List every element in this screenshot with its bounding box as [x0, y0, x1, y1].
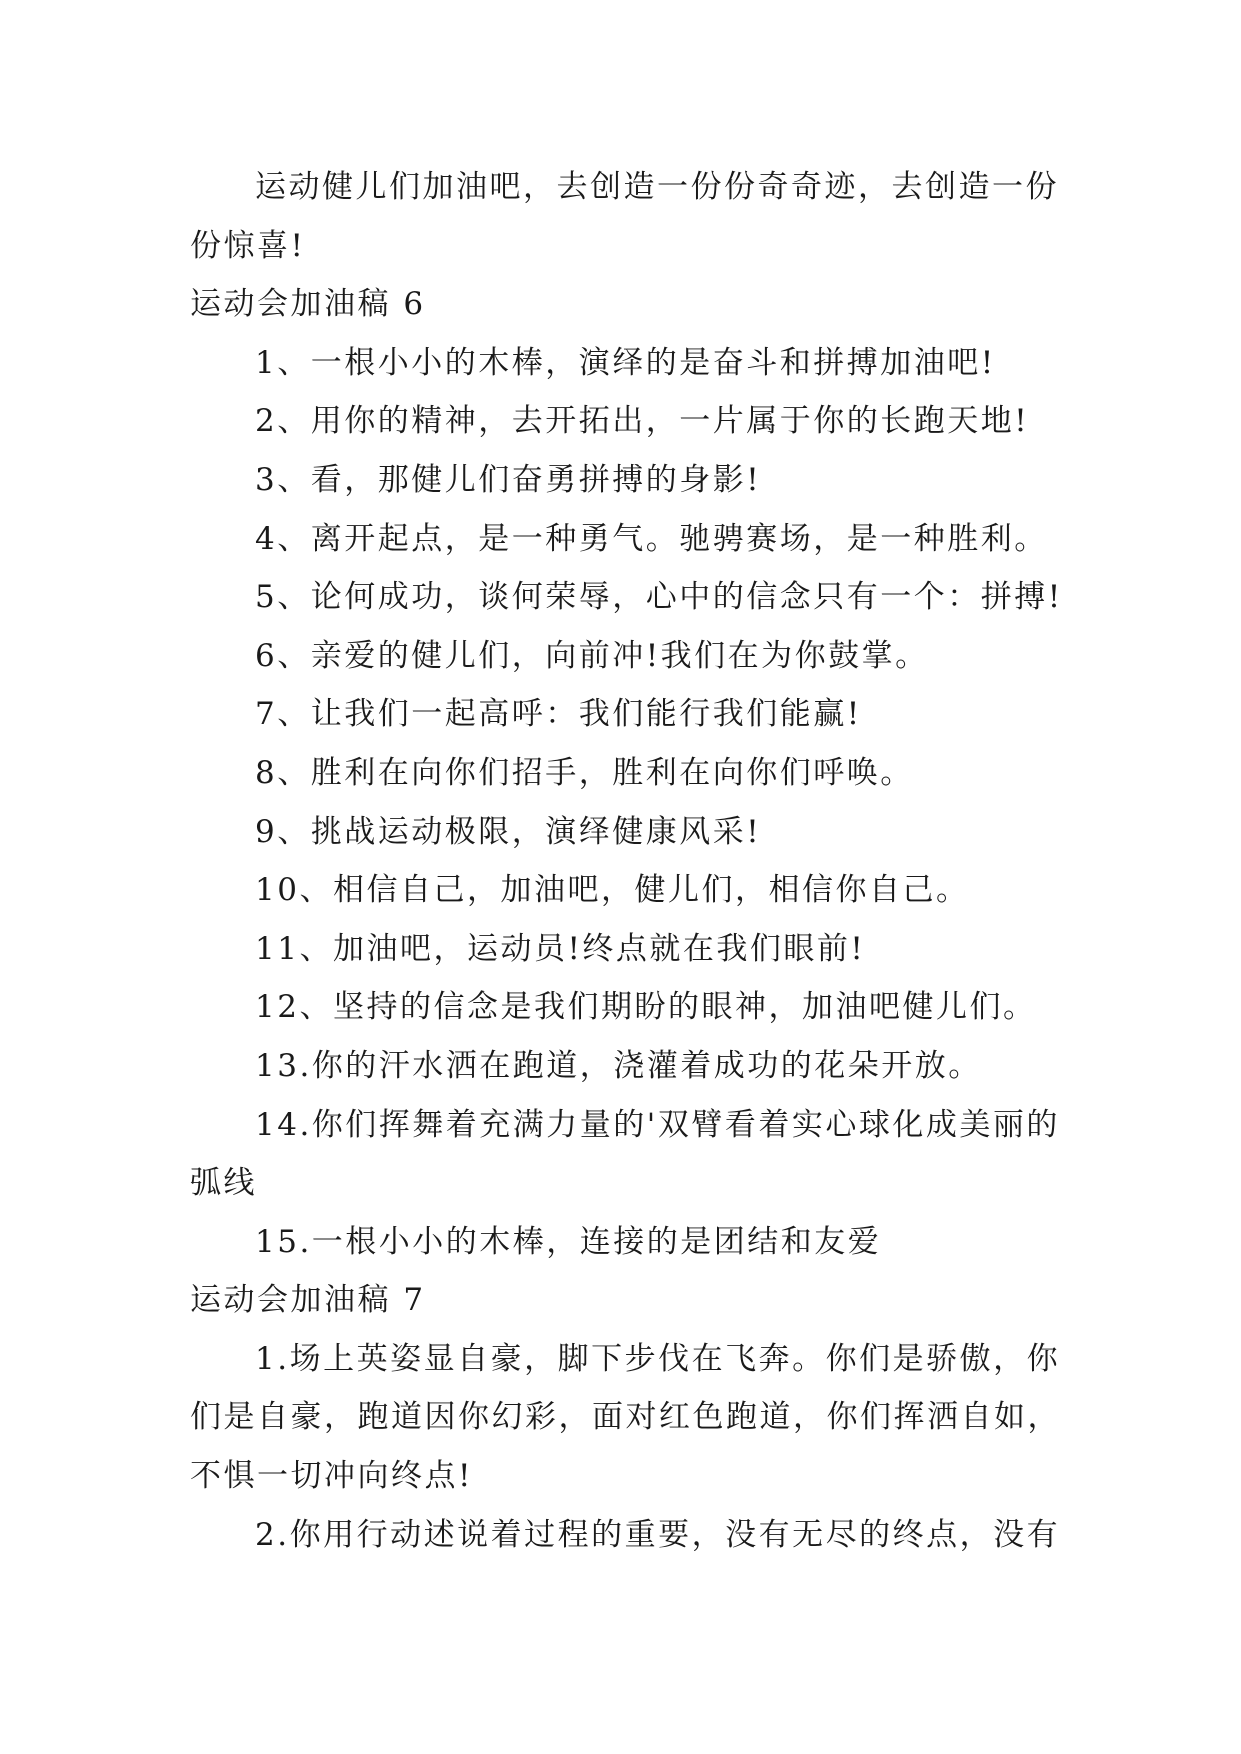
- list-item: 1、一根小小的木棒，演绎的是奋斗和拼搏加油吧!: [255, 344, 996, 381]
- list-item: 6、亲爱的健儿们，向前冲!我们在为你鼓掌。: [255, 637, 929, 674]
- list-item: 1.场上英姿显自豪，脚下步伐在飞奔。你们是骄傲，你们是自豪，跑道因你幻彩，面对红色跑道，你们挥洒自如，不惧一切冲向终点!: [190, 1340, 1061, 1495]
- list-item: 12、坚持的信念是我们期盼的眼神，加油吧健儿们。: [255, 989, 1037, 1026]
- list-item: 2、用你的精神，去开拓出，一片属于你的长跑天地!: [255, 403, 1030, 440]
- list-item: 11、加油吧，运动员!终点就在我们眼前!: [255, 930, 866, 967]
- list-item: 7、让我们一起高呼：我们能行我们能赢!: [255, 696, 862, 733]
- section-6-heading: 运动会加油稿 6: [190, 286, 426, 323]
- list-item: 15.一根小小的木棒，连接的是团结和友爱: [255, 1223, 882, 1260]
- list-item: 4、离开起点，是一种勇气。驰骋赛场，是一种胜利。: [255, 520, 1048, 557]
- list-item: 8、胜利在向你们招手，胜利在向你们呼唤。: [255, 754, 914, 791]
- list-item: 9、挑战运动极限，演绎健康风采!: [255, 813, 762, 850]
- list-item: 13.你的汗水洒在跑道，浇灌着成功的花朵开放。: [255, 1047, 982, 1084]
- intro-paragraph: 运动健儿们加油吧，去创造一份份奇奇迹，去创造一份份惊喜!: [190, 169, 1059, 264]
- section-7-heading: 运动会加油稿 7: [190, 1282, 426, 1319]
- list-item: 10、相信自己，加油吧，健儿们，相信你自己。: [255, 872, 970, 909]
- list-item: 5、论何成功，谈何荣辱，心中的信念只有一个：拼搏!: [255, 579, 1063, 616]
- list-item: 14.你们挥舞着充满力量的'双臂看着实心球化成美丽的弧线: [190, 1106, 1060, 1202]
- document-body: [190, 158, 1070, 1564]
- list-item: 2.你用行动述说着过程的重要，没有无尽的终点，没有: [255, 1516, 1061, 1553]
- list-item: 3、看，那健儿们奋勇拼搏的身影!: [255, 461, 762, 498]
